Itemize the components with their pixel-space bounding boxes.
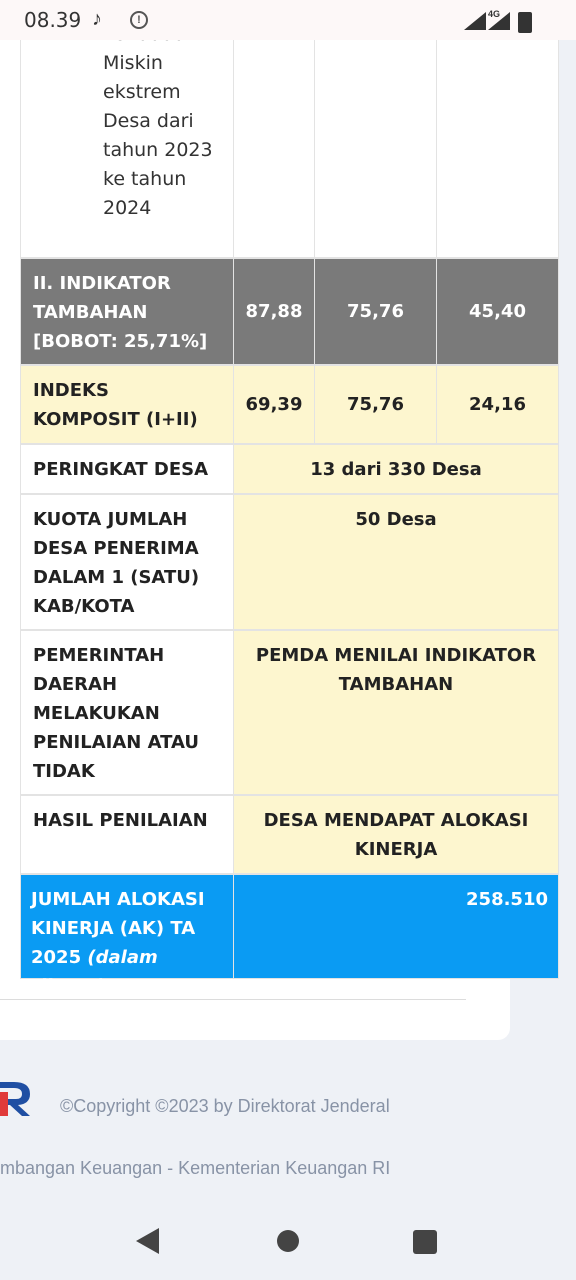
table-cell-indikator-v1: 87,88 (233, 258, 315, 365)
cell-text-line: ekstrem (103, 81, 181, 103)
jumlah-label-italic: (dalam ribuan) (31, 947, 158, 997)
table-cell-indikator-label: II. INDIKATOR TAMBAHAN [BOBOT: 25,71%] (20, 258, 234, 365)
table-cell-pemda-label: PEMERINTAH DAERAH MELAKUKAN PENILAIAN ATAU TIDAK (20, 630, 234, 795)
signal-icon-2 (488, 12, 510, 30)
tiktok-icon: ♪ (92, 8, 102, 30)
copyright-text-line2: mbangan Keuangan - Kementerian Keuangan RI (0, 1158, 391, 1178)
table-cell-indeks-v3: 24,16 (436, 365, 559, 444)
table-cell-peringkat-label: PERINGKAT DESA (20, 444, 234, 494)
table-cell-kuota-label: KUOTA JUMLAH DESA PENERIMA DALAM 1 (SATU) KAB/KOTA (20, 494, 234, 630)
table-cell-indeks-v1: 69,39 (233, 365, 315, 444)
info-icon: ! (130, 11, 148, 29)
divider (0, 999, 466, 1000)
djpk-logo-icon (0, 1078, 34, 1118)
table-cell-peringkat-value: 13 dari 330 Desa (233, 444, 559, 494)
copyright-text: ©Copyright ©2023 by Direktorat Jenderal (60, 1096, 390, 1116)
cell-text-line: 2024 (103, 197, 152, 219)
table-cell-hasil-label: HASIL PENILAIAN (20, 795, 234, 874)
table-cell-jumlah-label (20, 874, 234, 997)
home-button[interactable] (277, 1230, 299, 1252)
table-cell-hasil-value: DESA MENDAPAT ALOKASI KINERJA (233, 795, 559, 874)
signal-icon (464, 12, 486, 30)
status-time: 08.39 (24, 8, 82, 32)
table-cell-indeks-label: INDEKS KOMPOSIT (I+II) (20, 365, 234, 444)
table-cell-indikator-v2: 75,76 (314, 258, 437, 365)
jumlah-label-text: JUMLAH ALOKASI KINERJA (AK) TA 2025 (31, 889, 205, 968)
cell-text-line: Desa dari (103, 110, 194, 132)
status-bar (0, 0, 576, 40)
back-button[interactable] (136, 1228, 159, 1254)
recent-apps-button[interactable] (413, 1230, 437, 1254)
table-cell-indeks-v2: 75,76 (314, 365, 437, 444)
cell-text-line: ke tahun (103, 168, 187, 190)
network-type: 4G (487, 9, 500, 19)
table-cell-pemda-value: PEMDA MENILAI INDIKATOR TAMBAHAN (233, 630, 559, 795)
table-cell-jumlah-value: 258.510 (233, 874, 559, 979)
table-cell-kuota-value: 50 Desa (233, 494, 559, 630)
battery-icon (518, 12, 532, 33)
cell-text-line: tahun 2023 (103, 139, 213, 161)
table-cell-indikator-v3: 45,40 (436, 258, 559, 365)
cell-text-line: Miskin (103, 52, 163, 74)
